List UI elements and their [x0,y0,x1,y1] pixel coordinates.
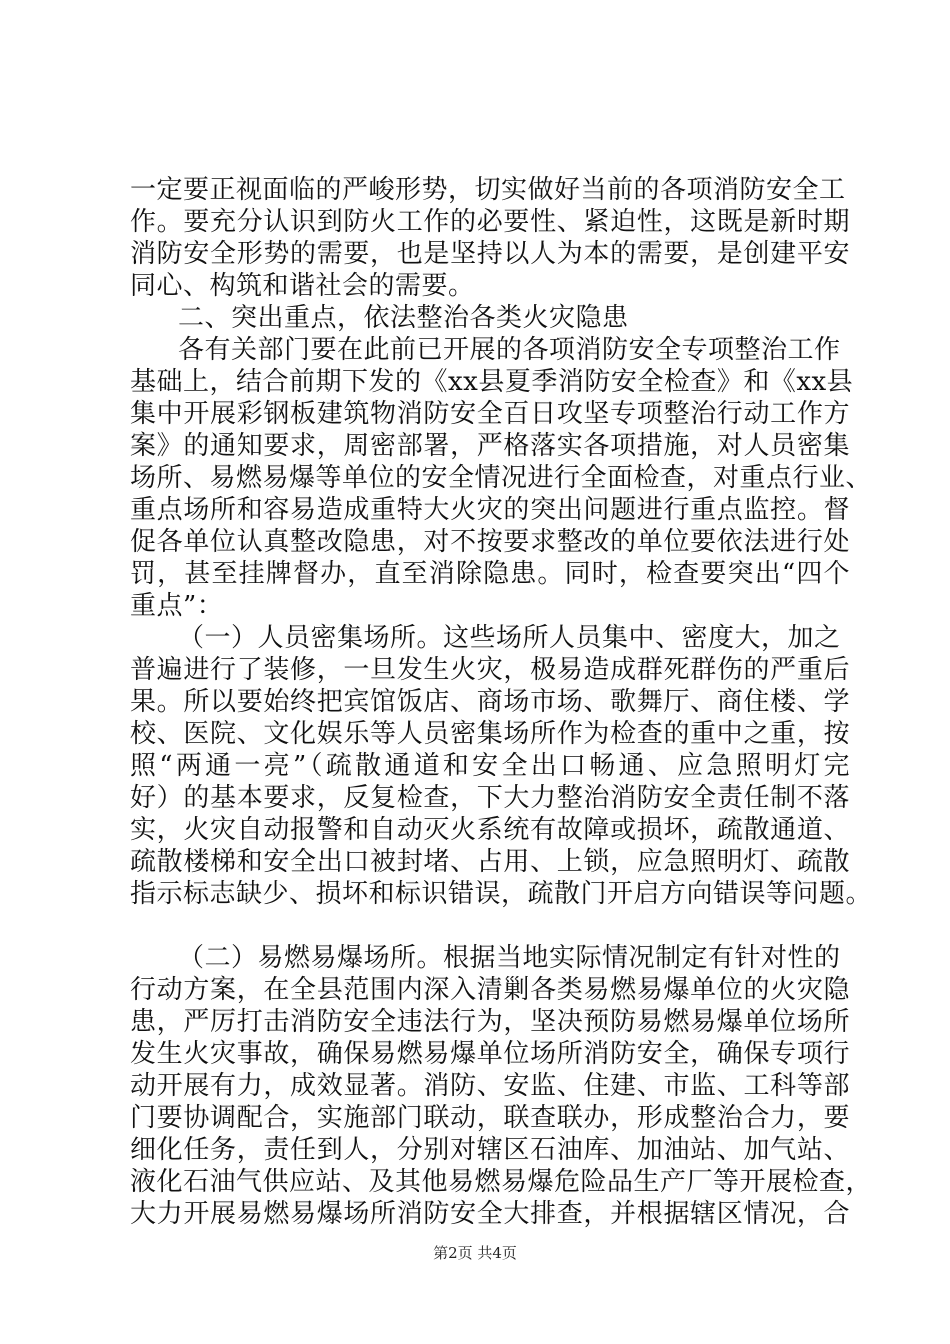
text-line: 疏散楼梯和安全出口被封堵、占用、上锁，应急照明灯、疏散 [130,847,850,877]
text-line: 案》的通知要求，周密部署，严格落实各项措施，对人员密集 [130,431,850,461]
page-number-footer: 第2页 共4页 [433,1244,517,1262]
text-line: 一定要正视面临的严峻形势，切实做好当前的各项消防安全工 [130,175,846,205]
text-line: 液化石油气供应站、及其他易燃易爆危险品生产厂等开展检查， [130,1167,873,1197]
text-line: （二）易燃易爆场所。根据当地实际情况制定有针对性的 [178,943,841,973]
text-line: 发生火灾事故，确保易燃易爆单位场所消防安全，确保专项行 [130,1039,850,1069]
text-line: 指示标志缺少、损坏和标识错误，疏散门开启方向错误等问题。 [130,879,873,909]
section-heading: 二、突出重点，依法整治各类火灾隐患 [178,303,629,333]
text-line: 各有关部门要在此前已开展的各项消防安全专项整治工作 [178,335,841,365]
text-line: 同心、构筑和谐社会的需要。 [130,271,475,301]
text-line: 作。要充分认识到防火工作的必要性、紧迫性，这既是新时期 [130,207,850,237]
text-line: 促各单位认真整改隐患，对不按要求整改的单位要依法进行处 [130,527,850,557]
text-line: 细化任务，责任到人，分别对辖区石油库、加油站、加气站、 [130,1135,850,1165]
text-line: 场所、易燃易爆等单位的安全情况进行全面检查，对重点行业、 [130,463,873,493]
text-line: 患，严厉打击消防安全违法行为，坚决预防易燃易爆单位场所 [130,1007,850,1037]
text-line: 好）的基本要求，反复检查，下大力整治消防安全责任制不落 [130,783,850,813]
text-line: 重点场所和容易造成重特大火灾的突出问题进行重点监控。督 [130,495,850,525]
text-line: 消防安全形势的需要，也是坚持以人为本的需要，是创建平安 [130,239,850,269]
text-line: 实，火灾自动报警和自动灭火系统有故障或损坏，疏散通道、 [130,815,850,845]
text-line: 校、医院、文化娱乐等人员密集场所作为检查的重中之重，按 [130,719,850,749]
text-line: 果。所以要始终把宾馆饭店、商场市场、歌舞厅、商住楼、学 [130,687,850,717]
text-line: 集中开展彩钢板建筑物消防安全百日攻坚专项整治行动工作方 [130,399,850,429]
text-line: 照“两通一亮”（疏散通道和安全出口畅通、应急照明灯完 [130,751,850,781]
text-line: 大力开展易燃易爆场所消防安全大排查，并根据辖区情况，合 [130,1199,850,1229]
text-line: 动开展有力，成效显著。消防、安监、住建、市监、工科等部 [130,1071,850,1101]
text-line: 门要协调配合，实施部门联动，联查联办，形成整治合力，要 [130,1103,850,1133]
text-line: 行动方案，在全县范围内深入清剿各类易燃易爆单位的火灾隐 [130,975,850,1005]
text-line: 基础上，结合前期下发的《xx县夏季消防安全检查》和《xx县 [130,367,854,397]
text-line: 重点”： [130,591,224,621]
text-line: 普遍进行了装修，一旦发生火灾，极易造成群死群伤的严重后 [130,655,850,685]
text-line: （一）人员密集场所。这些场所人员集中、密度大，加之 [178,623,841,653]
text-line: 罚，甚至挂牌督办，直至消除隐患。同时，检查要突出“四个 [130,559,850,589]
